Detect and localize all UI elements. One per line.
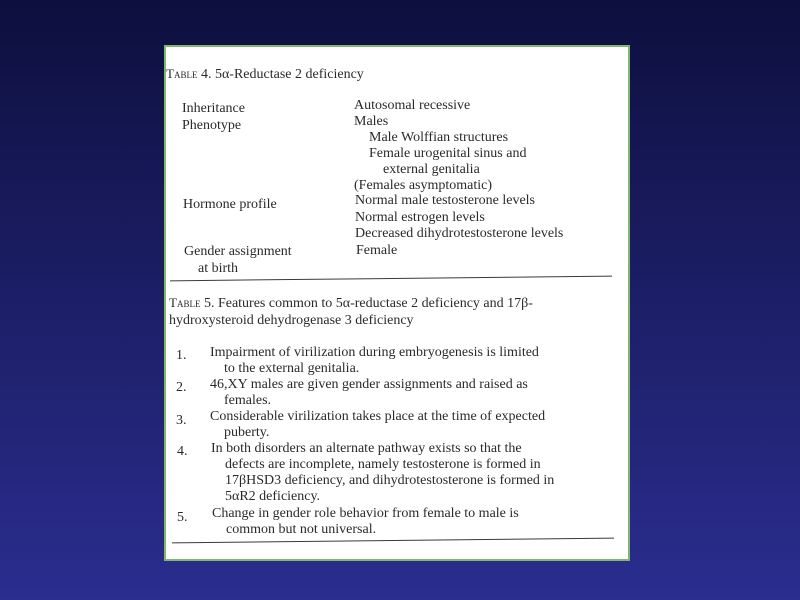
table5-item-number: 4. <box>177 444 188 459</box>
table4-row-value: external genitalia <box>383 162 480 177</box>
table5-item-number: 3. <box>176 413 187 428</box>
table5-caption-line1 <box>169 295 533 312</box>
table5-bottom-rule <box>172 538 614 544</box>
table4-caption-label: Table <box>166 66 198 81</box>
table4-row-label-hormone-profile: Hormone profile <box>183 197 277 212</box>
table4-row-value: (Females asymptomatic) <box>354 178 493 193</box>
table5-caption-line2: hydroxysteroid dehydrogenase 3 deficiency <box>169 313 414 328</box>
table5-item-line: Change in gender role behavior from female to male is <box>212 506 519 521</box>
scanned-tables-image <box>164 45 630 561</box>
table4-row-label-inheritance: Inheritance <box>182 101 245 116</box>
cutoff-text-fragment <box>526 559 574 560</box>
table5-item-line: Considerable virilization takes place at the time of expected <box>210 409 546 424</box>
table4-row-value: Males <box>354 114 389 129</box>
table4-row-label-at-birth: at birth <box>198 261 239 276</box>
table5-item-line: 5αR2 deficiency. <box>225 489 321 504</box>
table5-item-number: 1. <box>176 348 187 363</box>
table4-row-value: Normal estrogen levels <box>355 210 485 225</box>
table5-item-line: common but not universal. <box>226 522 377 537</box>
table4-caption <box>166 66 364 83</box>
table4-row-value: Female urogenital sinus and <box>369 146 527 161</box>
table5-caption-label: Table <box>169 295 201 310</box>
table5-item-line: defects are incomplete, namely testosterone is formed in <box>225 457 541 472</box>
table5-caption-text: 5. Features common to 5α-reductase 2 deficiency and 17β- <box>203 296 533 311</box>
table5-item-line: to the external genitalia. <box>224 361 360 376</box>
table4-row-value: Normal male testosterone levels <box>355 193 535 208</box>
table5-item-number: 5. <box>177 510 188 525</box>
table4-row-label-phenotype: Phenotype <box>182 118 242 133</box>
table5-item-line: 46,XY males are given gender assignments and raised as <box>210 377 528 392</box>
table5-item-line: In both disorders an alternate pathway exists so that the <box>211 441 522 456</box>
table4-row-label-gender-assignment: Gender assignment <box>184 244 292 259</box>
table5-item-line: 17βHSD3 deficiency, and dihydrotestosterone is formed in <box>225 473 555 488</box>
table5-item-number: 2. <box>176 380 187 395</box>
table4-caption-text: 4. 5α-Reductase 2 deficiency <box>200 67 364 82</box>
table4-row-value: Female <box>356 243 398 258</box>
table4-row-value: Male Wolffian structures <box>369 130 509 145</box>
table5-item-line: Impairment of virilization during embryogenesis is limited <box>210 345 539 360</box>
table4-row-value: Autosomal recessive <box>354 98 471 113</box>
table4-row-value: Decreased dihydrotestosterone levels <box>355 226 564 241</box>
table5-item-line: females. <box>224 393 272 408</box>
table5-item-line: puberty. <box>224 425 270 440</box>
